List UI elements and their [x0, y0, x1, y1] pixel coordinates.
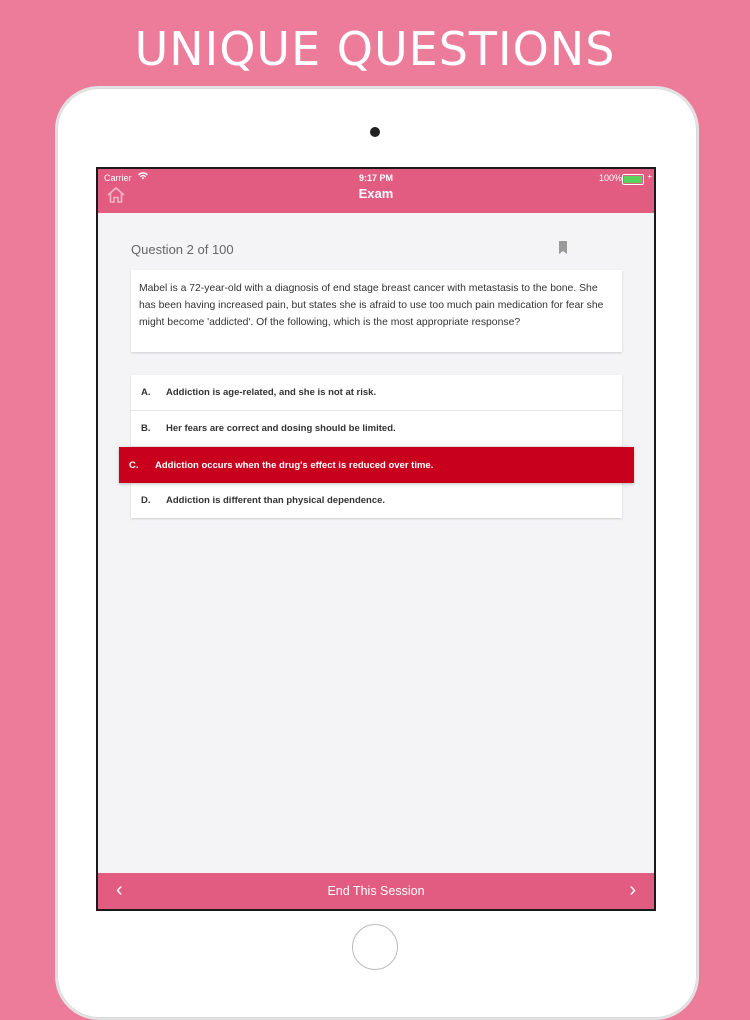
chevron-left-icon[interactable]: ‹: [116, 879, 123, 901]
nav-title: Exam: [358, 186, 394, 201]
option-text: Addiction occurs when the drug's effect is reduced over time.: [155, 460, 434, 471]
bottom-bar: [98, 873, 654, 909]
camera-dot: [370, 127, 380, 137]
home-button[interactable]: [352, 924, 398, 970]
option-text: Addiction is different than physical dependence.: [166, 495, 386, 506]
question-text: Mabel is a 72-year-old with a diagnosis of end stage breast cancer with metastasis to the bone. She has been having increased pain, but states she is afraid to use too much pain medication for fear she might become 'addicted'. Of the following, which is the most appropriate response?: [139, 283, 604, 328]
answer-options: [131, 375, 622, 518]
end-session-button[interactable]: End This Session: [327, 884, 425, 898]
battery-percent: 100%: [598, 173, 622, 183]
option-text: Addiction is age-related, and she is not at risk.: [166, 387, 377, 398]
bookmark-icon[interactable]: [558, 241, 568, 255]
question-counter: Question 2 of 100: [131, 242, 234, 257]
option-letter: B.: [141, 423, 151, 434]
chevron-right-icon[interactable]: ›: [629, 879, 636, 901]
answer-option-c[interactable]: [119, 447, 634, 483]
answer-option-b[interactable]: [131, 411, 622, 447]
option-letter: D.: [141, 495, 151, 506]
banner-title: UNIQUE QUESTIONS: [134, 22, 616, 76]
question-card: [131, 270, 622, 352]
app-screen: [96, 167, 656, 911]
option-letter: A.: [141, 387, 151, 398]
navigation-bar: [98, 169, 654, 213]
status-time: 9:17 PM: [358, 173, 393, 183]
battery-icon: [622, 174, 644, 185]
carrier-label: Carrier: [104, 173, 132, 183]
answer-option-d[interactable]: [131, 483, 622, 518]
option-text: Her fears are correct and dosing should be limited.: [166, 423, 396, 434]
status-bar: [98, 172, 654, 186]
option-letter: C.: [129, 460, 139, 471]
charging-icon: +: [647, 172, 652, 181]
answer-option-a[interactable]: [131, 375, 622, 411]
